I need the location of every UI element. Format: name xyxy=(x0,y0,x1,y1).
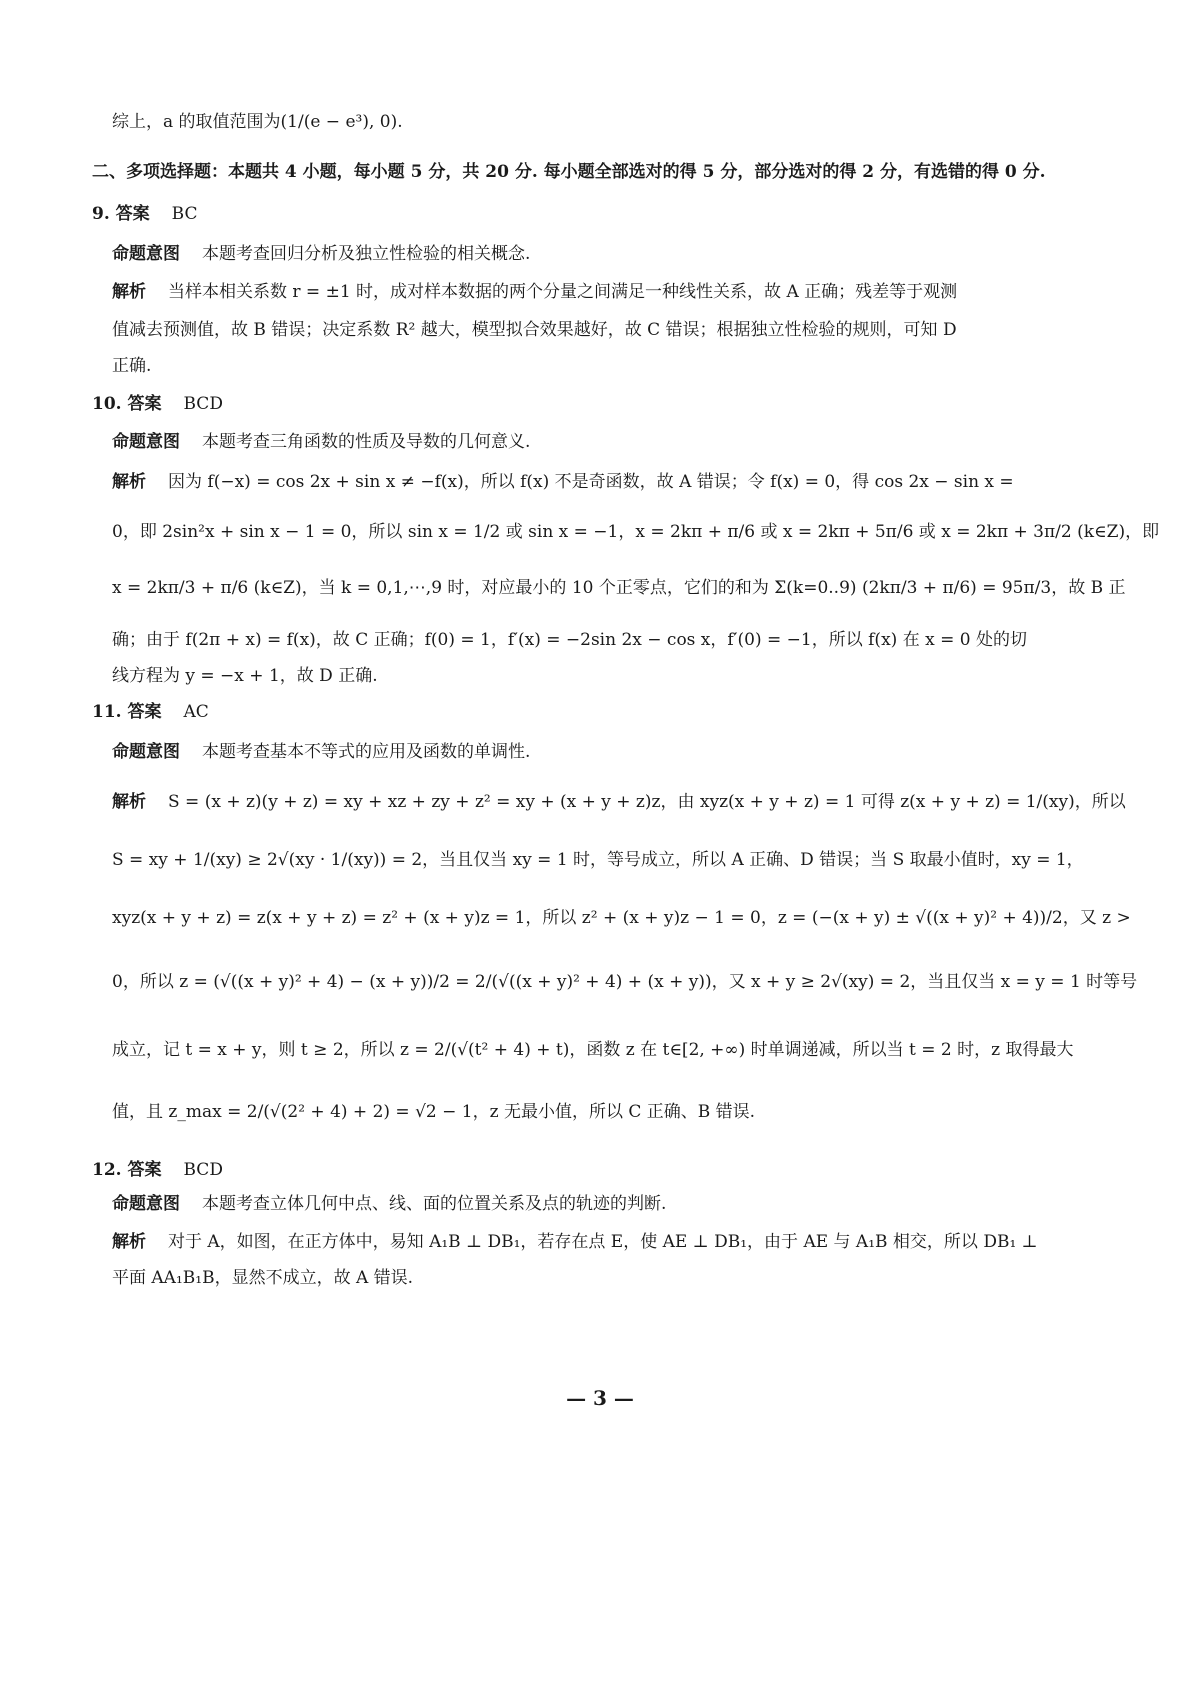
q11-explanation-line-2: S = xy + 1/(xy) ≥ 2√(xy · 1/(xy)) = 2，当且仅当 xy = 1 时，等号成立，所以 A 正确、D 错误；当 S 取最小值时，xy = 1， xyxy=(112,850,1084,870)
q10-answer-line xyxy=(92,392,223,416)
q9-intent-line xyxy=(112,242,530,266)
q11-answer-line xyxy=(92,700,209,724)
answer-label: 9. 答案 xyxy=(92,204,150,224)
explanation-text: 当样本相关系数 r = ±1 时，成对样本数据的两个分量之间满足一种线性关系，故 A 正确；残差等于观测 xyxy=(168,282,958,302)
conclusion-line: 综上，a 的取值范围为(1/(e − e³), 0). xyxy=(112,112,403,132)
intent-text: 本题考查立体几何中点、线、面的位置关系及点的轨迹的判断. xyxy=(202,1194,667,1214)
q9-explanation-line-2: 值减去预测值，故 B 错误；决定系数 R² 越大，模型拟合效果越好，故 C 错误；根据独立性检验的规则，可知 D xyxy=(112,320,957,340)
answer-value: BC xyxy=(171,204,198,224)
explanation-label: 解析 xyxy=(112,1232,146,1252)
answer-value: BCD xyxy=(183,394,223,414)
q11-explanation-line-6: 值，且 z_max = 2/(√(2² + 4) + 2) = √2 − 1，z 无最小值，所以 C 正确、B 错误. xyxy=(112,1102,756,1122)
explanation-label: 解析 xyxy=(112,792,146,812)
q9-explanation-line-3: 正确. xyxy=(112,356,152,376)
explanation-label: 解析 xyxy=(112,472,146,492)
q10-explanation-line-2: 0，即 2sin²x + sin x − 1 = 0，所以 sin x = 1/2 或 sin x = −1，x = 2kπ + π/6 或 x = 2kπ + 5π/6 或 x = 2kπ + 3π/2 (k∈Z)，即 xyxy=(112,522,1160,542)
q11-intent-line xyxy=(112,740,530,764)
q11-explanation-line-1 xyxy=(112,790,1126,814)
q12-explanation-line-2: 平面 AA₁B₁B，显然不成立，故 A 错误. xyxy=(112,1268,414,1288)
q11-explanation-line-4: 0，所以 z = (√((x + y)² + 4) − (x + y))/2 = 2/(√((x + y)² + 4) + (x + y))，又 x + y ≥ 2√(xy) = 2，当且仅当 x = y = 1 时等号 xyxy=(112,972,1138,992)
answer-label: 12. 答案 xyxy=(92,1160,162,1180)
intent-label: 命题意图 xyxy=(112,742,180,762)
q10-explanation-line-1 xyxy=(112,470,1014,494)
answer-label: 11. 答案 xyxy=(92,702,162,722)
intent-text: 本题考查基本不等式的应用及函数的单调性. xyxy=(202,742,531,762)
intent-label: 命题意图 xyxy=(112,1194,180,1214)
explanation-text: S = (x + z)(y + z) = xy + xz + zy + z² = xy + (x + y + z)z，由 xyz(x + y + z) = 1 可得 z(x + y + z) = 1/(xy)，所以 xyxy=(168,792,1126,812)
q12-explanation-line-1 xyxy=(112,1230,1038,1254)
explanation-text: 因为 f(−x) = cos 2x + sin x ≠ −f(x)，所以 f(x) 不是奇函数，故 A 错误；令 f(x) = 0，得 cos 2x − sin x = xyxy=(168,472,1014,492)
answer-value: BCD xyxy=(183,1160,223,1180)
answer-value: AC xyxy=(183,702,209,722)
explanation-text: 对于 A，如图，在正方体中，易知 A₁B ⊥ DB₁，若存在点 E，使 AE ⊥ DB₁，由于 AE 与 A₁B 相交，所以 DB₁ ⊥ xyxy=(168,1232,1038,1252)
q9-answer-line xyxy=(92,202,198,226)
intent-text: 本题考查回归分析及独立性检验的相关概念. xyxy=(202,244,531,264)
q10-intent-line xyxy=(112,430,530,454)
q10-explanation-line-4: 确；由于 f(2π + x) = f(x)，故 C 正确；f(0) = 1，f′(x) = −2sin 2x − cos x，f′(0) = −1，所以 f(x) 在 x = 0 处的切 xyxy=(112,630,1027,650)
answer-label: 10. 答案 xyxy=(92,394,162,414)
q12-answer-line xyxy=(92,1158,223,1182)
explanation-label: 解析 xyxy=(112,282,146,302)
q10-explanation-line-3: x = 2kπ/3 + π/6 (k∈Z)，当 k = 0,1,⋯,9 时，对应最小的 10 个正零点，它们的和为 Σ(k=0..9) (2kπ/3 + π/6) = 95π/3，故 B 正 xyxy=(112,578,1126,598)
section-heading: 二、多项选择题：本题共 4 小题，每小题 5 分，共 20 分. 每小题全部选对的得 5 分，部分选对的得 2 分，有选错的得 0 分. xyxy=(92,162,1046,182)
q9-explanation-line-1 xyxy=(112,280,957,304)
q12-intent-line xyxy=(112,1192,666,1216)
intent-label: 命题意图 xyxy=(112,432,180,452)
intent-text: 本题考查三角函数的性质及导数的几何意义. xyxy=(202,432,531,452)
intent-label: 命题意图 xyxy=(112,244,180,264)
page-number: — 3 — xyxy=(566,1386,634,1410)
q11-explanation-line-3: xyz(x + y + z) = z(x + y + z) = z² + (x + y)z = 1，所以 z² + (x + y)z − 1 = 0，z = (−(x + y) ± √((x + y)² + 4))/2，又 z > xyxy=(112,908,1131,928)
q10-explanation-line-5: 线方程为 y = −x + 1，故 D 正确. xyxy=(112,666,378,686)
q11-explanation-line-5: 成立，记 t = x + y，则 t ≥ 2，所以 z = 2/(√(t² + 4) + t)，函数 z 在 t∈[2, +∞) 时单调递减，所以当 t = 2 时，z 取得最大 xyxy=(112,1040,1074,1060)
